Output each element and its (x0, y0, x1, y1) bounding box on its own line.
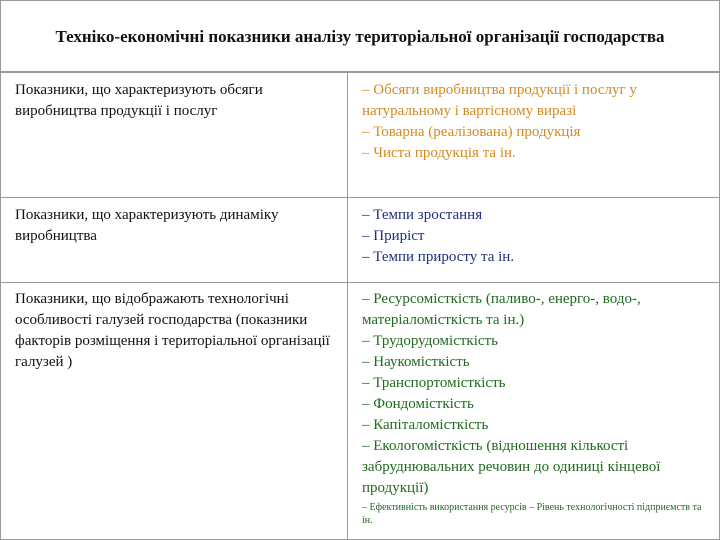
row-category-cell (1, 198, 348, 283)
table-row (1, 73, 720, 198)
row-items-cell (348, 283, 720, 540)
row-items-cell (348, 198, 720, 283)
list-item: – Наукомісткість (362, 354, 470, 370)
row-category-cell (1, 283, 348, 540)
list-item: – Фондомісткість (362, 396, 474, 412)
list-item: – Темпи приросту та ін. (362, 249, 515, 265)
row-category-label: Показники, що характеризують обсяги виробництва продукції і послуг (15, 82, 263, 119)
list-item: – Екологомісткість (відношення кількості забруднювальних речовин до одиниці кінцевої продукції) (362, 438, 661, 496)
list-item: – Темпи зростання (362, 207, 483, 223)
list-item: – Ресурсомісткість (паливо-, енерго-, водо-, матеріаломісткість та ін.) (362, 291, 641, 328)
list-item: – Трудорудомісткість (362, 333, 498, 349)
page-title: Техніко-економічні показники аналізу територіальної організації господарства (55, 26, 665, 46)
row-items-cell (348, 73, 720, 198)
list-item: – Транспортомісткість (362, 375, 506, 391)
table-row (1, 198, 720, 283)
row-category-label: Показники, що характеризують динаміку виробництва (15, 207, 279, 244)
list-item: – Чиста продукція та ін. (362, 145, 516, 161)
list-item: – Приріст (362, 228, 425, 244)
title-box (0, 0, 720, 72)
list-item: – Товарна (реалізована) продукція (362, 124, 581, 140)
row-category-label: Показники, що відображають технологічні особливості галузей господарства (показники факторів розміщення і територіальної організації галузей ) (15, 291, 330, 370)
list-item: – Капіталомісткість (362, 417, 489, 433)
table-row (1, 283, 720, 540)
indicators-table (0, 72, 720, 540)
list-item: – Обсяги виробництва продукції і послуг у натуральному і вартісному виразі (362, 82, 637, 119)
small-note: – Ефективність використання ресурсів – Рівень технологічності підприємств та ін. (362, 502, 702, 526)
row-category-cell (1, 73, 348, 198)
